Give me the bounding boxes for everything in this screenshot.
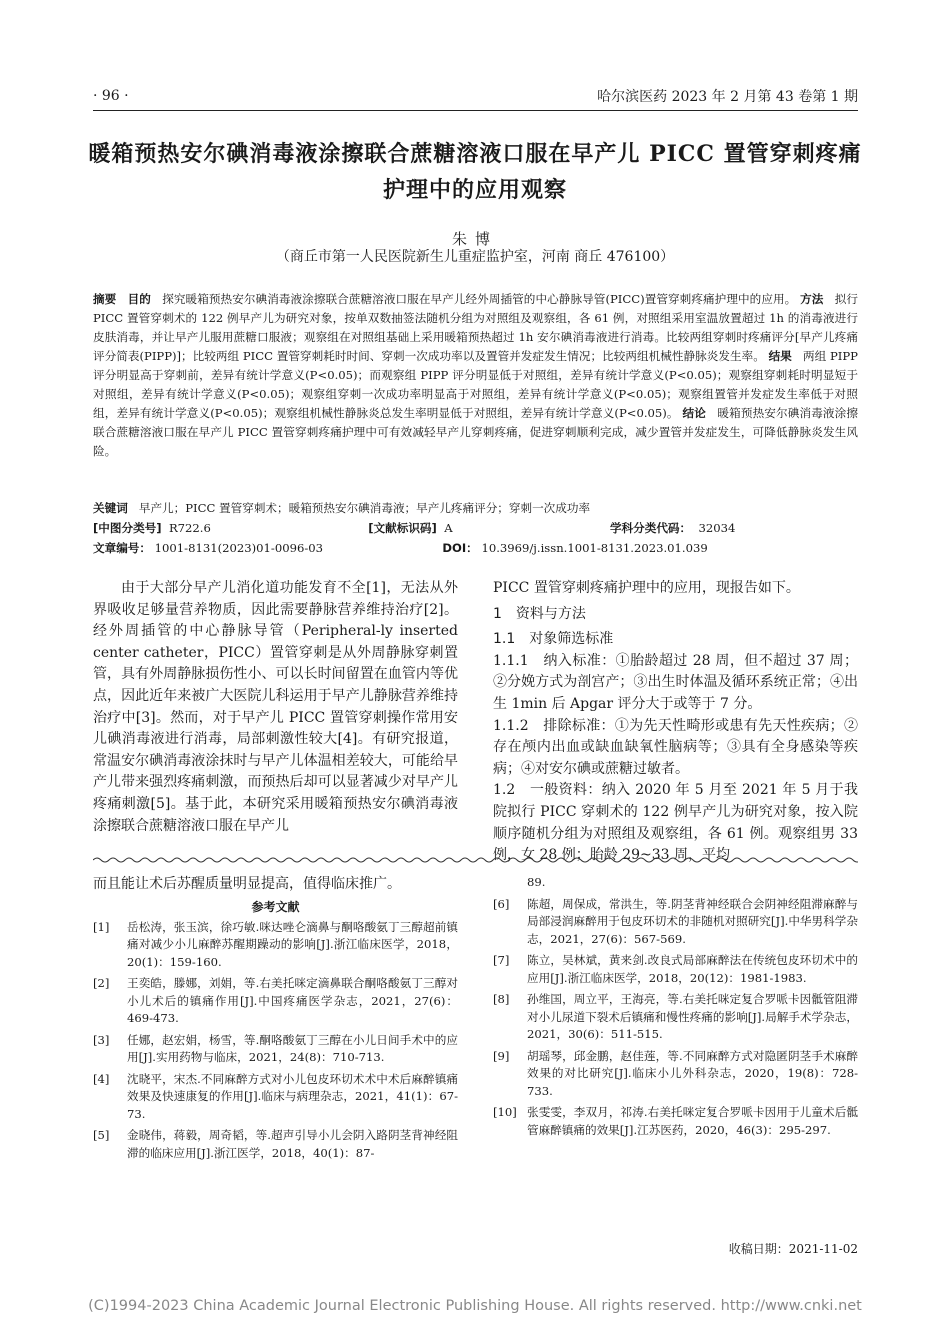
body-left-column	[93, 578, 458, 837]
page-break-wave	[93, 856, 858, 864]
reference-item	[493, 952, 858, 987]
reference-number: [8]	[493, 992, 510, 1006]
reference-item	[93, 1127, 458, 1162]
methods-text: 拟行 PICC 置管穿刺术的 122 例早产儿为研究对象，按单双数抽签法随机分组为对照组及观察组，各 61 例，对照组采用室温放置超过 1h 的消毒液进行皮肤消毒，并让早产儿服用蔗糖口服液；观察组在对照组基础上采用暖箱预热超过 1h 安尔碘消毒液进行消毒。比较两组穿刺时疼痛评分[早产儿疼痛评分简表(PIPP)]；比较两组 PICC 置管穿刺耗时时间、穿刺一次成功率以及置管并发症发生情况；比较两组机械性静脉炎发生率。	[93, 292, 858, 363]
author-affiliation: （商丘市第一人民医院新生儿重症监护室，河南 商丘 476100）	[275, 249, 675, 265]
results-label: 结果	[768, 349, 792, 363]
copyright-footer: (C)1994-2023 China Academic Journal Electronic Publishing House. All rights reserved. http://www.cnki.net	[88, 1298, 862, 1314]
reference-item	[493, 1104, 858, 1139]
references-title: 参考文献	[251, 899, 300, 914]
inclusion-criteria: 1.1.1 纳入标准：①胎龄超过 28 周，但不超过 37 周；②分娩方式为剖宫产；③出生时体温及循环系统正常；④出生 1min 后 Apgar 评分大于或等于 7 分。	[493, 652, 858, 712]
conclusion-text: 暖箱预热安尔碘消毒液涂擦联合蔗糖溶液口服在早产儿 PICC 置管穿刺疼痛护理中可有效减轻早产儿穿刺疼痛，促进穿刺顺利完成，减少置管并发症发生，可降低静脉炎发生风险。	[93, 406, 858, 458]
subject-code-value: 32034	[698, 521, 736, 535]
methods-label: 方法	[800, 292, 824, 306]
ids-row	[93, 539, 858, 557]
reference-text: 王奕皓，滕娜，刘娟，等.右美托咪定滴鼻联合酮咯酸氨丁三醇对小儿术后的镇痛作用[J].中国疼痛医学杂志，2021，27(6)：469-473.	[127, 976, 458, 1026]
doi-value: 10.3969/j.issn.1001-8131.2023.01.039	[481, 541, 708, 555]
reference-text: 陈立，吴林斌，黄来剑.改良式局部麻醉法在传统包皮环切术中的应用[J].浙江临床医学，2018，20(12)：1981-1983.	[527, 953, 858, 985]
reference-item	[493, 896, 858, 949]
classification-row	[93, 519, 858, 537]
journal-info: 哈尔滨医药 2023 年 2 月第 43 卷第 1 期	[597, 89, 858, 105]
reference-item	[493, 991, 858, 1044]
article-title: 暖箱预热安尔碘消毒液涂擦联合蔗糖溶液口服在早产儿 PICC 置管穿刺疼痛护理中的应用观察	[88, 141, 862, 203]
reference-text: 沈晓平，宋杰.不同麻醉方式对小儿包皮环切术术中术后麻醉镇痛效果及快速康复的作用[J].临床与病理杂志，2021，41(1)：67-73.	[127, 1071, 458, 1121]
subject-code-label: 学科分类代码：	[609, 521, 692, 535]
intro-paragraph: 由于大部分早产儿消化道功能发育不全[1]，无法从外界吸收足够量营养物质，因此需要静脉营养维持治疗[2]。经外周插管的中心静脉导管（Peripheral-ly inserted center catheter，PICC）置管穿刺是从外周静脉穿刺置管，具有外周静脉损伤性小、可以长时间留置在血管内等优点，因此近年来被广大医院儿科运用于早产儿静脉营养维持治疗中[3]。然而，对于早产儿 PICC 置管穿刺操作常用安儿碘消毒液进行消毒，局部刺激性较大[4]。有研究报道，常温安尔碘消毒液涂抹时与早产儿体温相差较大，可能给早产儿带来强烈疼痛刺激，而预热后却可以显著减少对早产儿疼痛刺激[5]。基于此，本研究采用暖箱预热安尔碘消毒液涂擦联合蔗糖溶液口服在早产儿	[93, 580, 458, 834]
header-rule	[93, 110, 858, 111]
reference-number: [2]	[93, 976, 110, 991]
references-left	[93, 919, 458, 1163]
article-no-label: 文章编号：	[93, 541, 151, 555]
continuation-text: 而且能让术后苏醒质量明显提高，值得临床推广。	[93, 876, 401, 892]
reference-number: [5]	[93, 1128, 110, 1143]
doc-id-label: [文献标识码]	[368, 521, 437, 535]
reference-text: 张雯雯，李双月，祁涛.右美托咪定复合罗哌卡因用于儿童术后骶管麻醉镇痛的效果[J].江苏医药，2020，46(3)：295-297.	[527, 1105, 858, 1137]
results-text: 两组 PIPP 评分明显高于穿刺前，差异有统计学意义(P<0.05)；而观察组 PIPP 评分明显低于对照组，差异有统计学意义(P<0.05)；观察组穿刺耗时明显短于对照组，差异有统计学意义(P<0.05)；观察组穿刺一次成功率明显高于对照组，差异有统计学意义(P<0.05)；观察组置管并发症发生率低于对照组，差异有统计学意义(P<0.05)；观察组机械性静脉炎总发生率明显低于对照组，差异有统计学意义(P<0.05)。	[93, 349, 858, 420]
reference-item	[493, 874, 858, 892]
intro-continuation: PICC 置管穿刺疼痛护理中的应用，现报告如下。	[493, 580, 800, 596]
page-number: · 96 ·	[93, 88, 129, 104]
reference-item	[493, 1048, 858, 1101]
reference-number: [3]	[93, 1032, 110, 1047]
reference-text: 孙维国，周立平，王海亮，等.右美托咪定复合罗哌卡因骶管阻滞对小儿尿道下裂术后镇痛和慢性疼痛的影响[J].局解手术学杂志，2021，30(6)：511-515.	[527, 992, 858, 1041]
reference-text: 陈超，周保成，常洪生，等.阴茎背神经联合会阴神经阻滞麻醉与局部浸润麻醉用于包皮环切术的非随机对照研究[J].中华男科学杂志，2021，27(6)：567-569.	[527, 896, 858, 946]
body-right-column	[493, 578, 858, 867]
conclusion-label: 结论	[682, 406, 706, 420]
reference-item	[93, 975, 458, 1028]
clc-label: [中图分类号]	[93, 521, 162, 535]
reference-text: 胡瑶琴，邱金鹏，赵佳莲，等.不同麻醉方式对隐匿阴茎手术麻醉效果的对比研究[J].临床小儿外科杂志，2020，19(8)：728-733.	[527, 1048, 858, 1098]
reference-number: [1]	[93, 919, 110, 934]
keywords	[93, 499, 858, 517]
section-heading-1: 1 资料与方法	[493, 605, 586, 622]
objective-label: 目的	[127, 292, 151, 306]
reference-number: [4]	[93, 1071, 110, 1086]
reference-number: [10]	[493, 1105, 517, 1119]
abstract-label: 摘要	[93, 292, 117, 306]
general-data: 1.2 一般资料：纳入 2020 年 5 月至 2021 年 5 月于我院拟行 PICC 穿刺术的 122 例早产儿为研究对象，按入院顺序随机分组为对照组及观察组，各 61 例。观察组男 33 例，女 28 例；胎龄 29~33 周，平均	[493, 782, 858, 864]
reference-number	[493, 874, 527, 892]
author-name: 朱博	[451, 230, 498, 248]
keywords-label: 关键词	[93, 501, 128, 515]
article-no-value: 1001-8131(2023)01-0096-03	[154, 541, 323, 555]
received-date: 收稿日期：2021-11-02	[728, 1242, 858, 1256]
doc-id-value: A	[444, 521, 453, 535]
reference-item	[93, 1032, 458, 1067]
clc-value: R722.6	[168, 521, 211, 535]
reference-text: 89.	[527, 875, 546, 889]
reference-text: 岳松涛，张玉滨，徐巧敏.咪达唑仑滴鼻与酮咯酸氨丁三醇超前镇痛对减少小儿麻醉苏醒期躁动的影响[J].浙江临床医学，2018，20(1)：159-160.	[127, 919, 458, 969]
reference-number: [6]	[493, 896, 510, 911]
section-heading-1-1: 1.1 对象筛选标准	[493, 631, 614, 648]
reference-item	[93, 919, 458, 972]
reference-text: 任娜，赵宏娟，杨雪，等.酮咯酸氨丁三醇在小儿日间手术中的应用[J].实用药物与临床，2021，24(8)：710-713.	[127, 1032, 458, 1065]
reference-number: [7]	[493, 953, 510, 967]
doi-label: DOI：	[442, 541, 478, 555]
keywords-text: 早产儿；PICC 置管穿刺术；暖箱预热安尔碘消毒液；早产儿疼痛评分；穿刺一次成功率	[138, 501, 591, 515]
references-right	[493, 874, 858, 1139]
continuation-left	[93, 874, 458, 1166]
abstract	[93, 290, 858, 461]
reference-text: 金晓伟，蒋毅，周奇韬，等.超声引导小儿会阴入路阴茎背神经阻滞的临床应用[J].浙江医学，2018，40(1)：87-	[127, 1128, 458, 1160]
reference-item	[93, 1071, 458, 1124]
objective-text: 探究暖箱预热安尔碘消毒液涂擦联合蔗糖溶液口服在早产儿经外周插管的中心静脉导管(PICC)置管穿刺疼痛护理中的应用。	[162, 292, 797, 306]
exclusion-criteria: 1.1.2 排除标准：①为先天性畸形或患有先天性疾病；②存在颅内出血或缺血缺氧性脑病等；③具有全身感染等疾病；④对安尔碘或蔗糖过敏者。	[493, 717, 858, 777]
reference-number: [9]	[493, 1048, 510, 1063]
continuation-right	[493, 874, 858, 1143]
